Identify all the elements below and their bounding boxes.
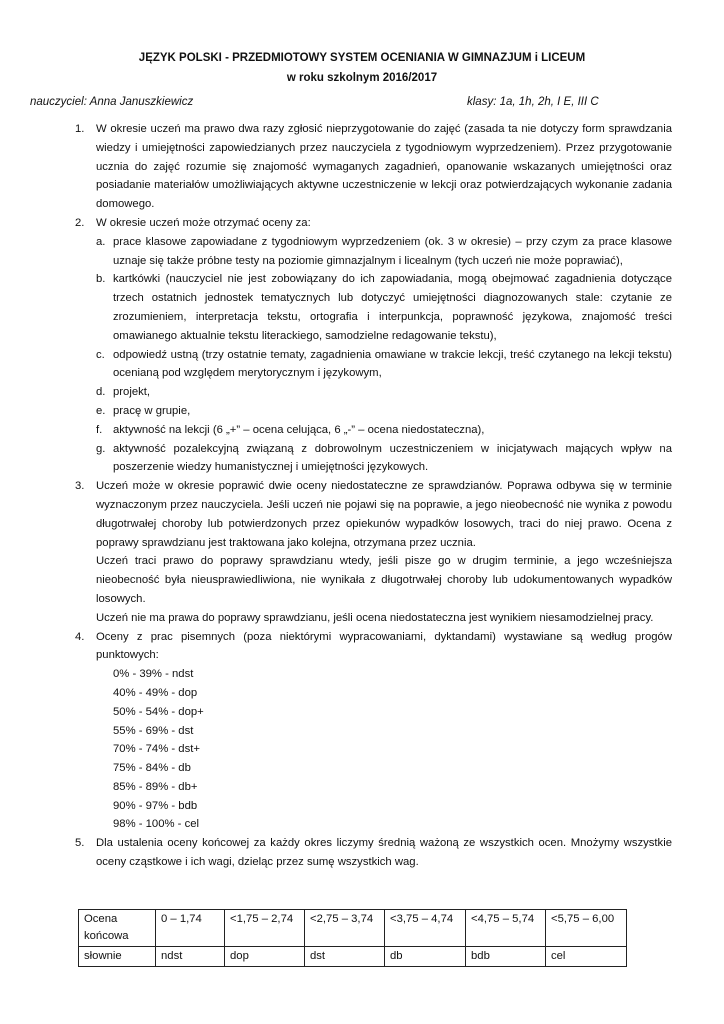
- document-title: JĘZYK POLSKI - PRZEDMIOTOWY SYSTEM OCENIANIA W GIMNAZJUM i LICEUM: [138, 52, 586, 64]
- item-3-paragraph-2: Uczeń traci prawo do poprawy sprawdzianu wtedy, jeśli pisze go w drugim terminie, a jego wcześniejsza nieobecność była nieusprawiedliwiona, nie wynikała z długotrwałej choroby lub udokumentowanych wypadków losowych.: [96, 555, 672, 605]
- sub-item-e: [0, 402, 724, 421]
- threshold-line: 50% - 54% - dop+: [113, 705, 204, 718]
- table-cell: dop: [225, 947, 305, 967]
- item-number: 5.: [75, 837, 85, 850]
- sub-item-f: [0, 421, 724, 440]
- table-cell: cel: [546, 947, 627, 967]
- table-cell: bdb: [466, 947, 546, 967]
- table-cell: 0 – 1,74: [156, 910, 225, 947]
- item-text: Oceny z prac pisemnych (poza niektórymi wypracowaniami, dyktandami) wystawiane są według progów punktowych:: [96, 630, 672, 662]
- table-cell: <4,75 – 5,74: [466, 910, 546, 947]
- sub-item-letter: d.: [96, 386, 106, 399]
- threshold-line: 75% - 84% - db: [113, 762, 191, 775]
- item-number: 1.: [75, 123, 85, 135]
- rules-list: [0, 120, 724, 872]
- table-cell: <1,75 – 2,74: [225, 910, 305, 947]
- threshold-line: 85% - 89% - db+: [113, 780, 198, 793]
- item-number: 2.: [75, 216, 85, 229]
- table-cell: <3,75 – 4,74: [385, 910, 466, 947]
- sub-item-text: prace klasowe zapowiadane z tygodniowym wyprzedzeniem (ok. 3 w okresie) – przy czym za prace klasowe uznaje się także próbne testy na poziomie gimnazjalnym i licealnym (tych uczeń nie może poprawiać),: [113, 235, 672, 267]
- list-item-1: [0, 120, 724, 214]
- threshold-line: 70% - 74% - dst+: [113, 743, 200, 756]
- table-cell: <5,75 – 6,00: [546, 910, 627, 947]
- sub-item-letter: a.: [96, 235, 106, 248]
- sub-item-c: [0, 346, 724, 384]
- table-cell: <2,75 – 3,74: [305, 910, 385, 947]
- list-item-2: [0, 214, 724, 233]
- sub-item-letter: e.: [96, 404, 106, 417]
- sub-item-letter: f.: [96, 423, 103, 436]
- table-cell: dst: [305, 947, 385, 967]
- list-item-3: [0, 477, 724, 552]
- list-item-4: [0, 628, 724, 666]
- sub-item-letter: b.: [96, 273, 106, 286]
- item-number: 4.: [75, 630, 85, 643]
- item-number: 3.: [75, 480, 85, 493]
- threshold-line: 0% - 39% - ndst: [113, 668, 194, 681]
- sub-item-text: kartkówki (nauczyciel nie jest zobowiązany do ich zapowiadania, mogą obejmować zagadnienia dotyczące trzech ostatnich jednostek tematycznych lub dotyczyć umiejętności diagnozowanych stale: czytanie ze zrozumieniem, interpretacja tekstu, ortografia i interpunkcja, poprawność językowa, znajomość treści omawianego aktualnie tekstu literackiego, samodzielne redagowanie tekstu),: [113, 273, 672, 342]
- sub-item-text: odpowiedź ustną (trzy ostatnie tematy, zagadnienia omawiane w trakcie lekcji, treść czytanego na lekcji tekstu) ocenianą pod względem merytorycznym i językowym,: [113, 348, 672, 380]
- document-subtitle: w roku szkolnym 2016/2017: [286, 72, 438, 84]
- teacher-name: nauczyciel: Anna Januszkiewicz: [30, 96, 194, 108]
- item-text: W okresie uczeń ma prawo dwa razy zgłosić nieprzygotowanie do zajęć (zasada ta nie dotyczy form sprawdzania wiedzy i umiejętności zapowiedzianych przez nauczyciela z tygodniowym wyprzedzeniem). Przez przygotowanie ucznia do zajęć rozumie się znajomość wymaganych zagadnień, opanowanie wskazanych umiejętności oraz posiadanie materiałów umożliwiających aktywne uczestniczenie w lekcji oraz potwierdzających wykonanie zadania domowego.: [96, 123, 672, 211]
- sub-item-letter: g.: [96, 442, 106, 455]
- table-cell: db: [385, 947, 466, 967]
- table-cell: ndst: [156, 947, 225, 967]
- sub-item-g: [0, 440, 724, 478]
- sub-item-b: [0, 270, 724, 345]
- table-cell: słownie: [79, 947, 156, 967]
- sub-item-text: projekt,: [113, 386, 151, 399]
- class-list: klasy: 1a, 1h, 2h, I E, III C: [467, 96, 599, 108]
- item-text: Uczeń może w okresie poprawić dwie oceny niedostateczne ze sprawdzianów. Poprawa odbywa się w terminie wyznaczonym przez nauczyciela. Jeśli uczeń nie pojawi się na poprawie, a jego nieobecność nie wynika z powodu długotrwałej choroby lub potwierdzonych przez opiekunów wypadków losowych, traci do niej prawo. Ocena z poprawy sprawdzianu jest traktowana jako kolejna, otrzymana przez ucznia.: [96, 480, 672, 549]
- threshold-line: 98% - 100% - cel: [113, 818, 200, 831]
- sub-item-a: [0, 233, 724, 271]
- item-text: W okresie uczeń może otrzymać oceny za:: [96, 216, 311, 229]
- threshold-line: 40% - 49% - dop: [113, 686, 198, 699]
- grade-table: [78, 909, 627, 967]
- threshold-line: 55% - 69% - dst: [113, 724, 194, 737]
- table-cell: Ocena końcowa: [79, 910, 156, 947]
- threshold-line: 90% - 97% - bdb: [113, 799, 198, 812]
- sub-item-letter: c.: [96, 348, 105, 361]
- table-row: [79, 910, 627, 947]
- item-text: Dla ustalenia oceny końcowej za każdy okres liczymy średnią ważoną ze wszystkich ocen. Mnożymy wszystkie oceny cząstkowe i ich wagi, dzieląc przez sumę wszystkich wag.: [96, 837, 672, 869]
- sub-item-d: [0, 383, 724, 402]
- list-item-5: [0, 834, 724, 872]
- sub-item-text: aktywność na lekcji (6 „+” – ocena celująca, 6 „-” – ocena niedostateczna),: [113, 423, 485, 436]
- table-row: [79, 947, 627, 967]
- item-3-paragraph-3: Uczeń nie ma prawa do poprawy sprawdzianu, jeśli ocena niedostateczna jest wynikiem niesamodzielnej pracy.: [96, 611, 654, 624]
- sub-item-text: aktywność pozalekcyjną związaną z dobrowolnym uczestniczeniem w inicjatywach mających wpływ na poszerzenie wiedzy humanistycznej i umiejętności językowych.: [113, 442, 672, 474]
- sub-item-text: pracę w grupie,: [113, 404, 191, 417]
